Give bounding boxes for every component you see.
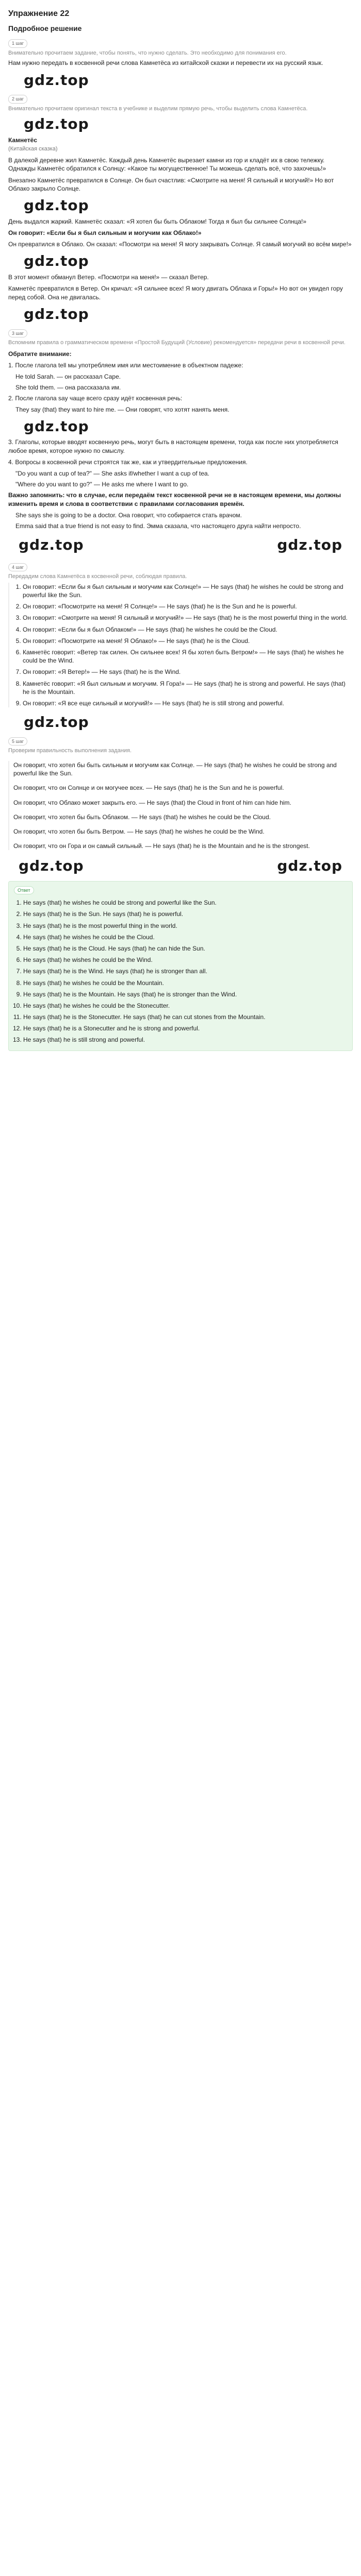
- step-3: [8, 326, 353, 531]
- step-instruction: Внимательно прочитаем задание, чтобы понять, что нужно сделать. Это необходимо для понимания его.: [8, 49, 287, 56]
- final-answer: [8, 881, 353, 1051]
- rule-item: 1. После глагола tell мы употребляем имя или местоимение в объектном падеже:: [8, 361, 243, 369]
- step-label: 2 шаг: [8, 95, 27, 103]
- check-paragraph: Он говорит, что Облако может закрыть его. — He says (that) the Cloud in front of him can hide him.: [13, 799, 291, 806]
- source-subtitle: (Китайская сказка): [8, 146, 58, 152]
- step-label: 1 шаг: [8, 39, 27, 47]
- check-paragraph: Он говорит, что хотел бы быть Ветром. — He says (that) he wishes he could be the Wind.: [13, 827, 265, 835]
- example-line: She says she is going to be a doctor. Она говорит, что собирается стать врачом.: [15, 511, 242, 519]
- rules-box: [8, 350, 353, 531]
- step-instruction: Вспомним правила о грамматическом времени «Простой Будущий (Условие) рекомендуется» передачи речи в косвенной речи.: [8, 339, 346, 346]
- answer-item: 4. He says (that) he wishes he could be the Cloud.: [23, 933, 347, 941]
- rule-item: 2. После глагола say чаще всего сразу идёт косвенная речь:: [8, 395, 183, 402]
- example-line: "Do you want a cup of tea?" — She asks if/whether I want a cup of tea.: [15, 470, 210, 477]
- story-text: [8, 156, 353, 301]
- watermark: gdz.top: [24, 417, 89, 435]
- story-paragraph: Камнетёс превратился в Ветер. Он кричал: «Я сильнее всех! Я могу двигать Облака и Горы!» Но вот он увидел гору перед собой. Она не двигалась.: [8, 285, 343, 301]
- step-instruction: Проверим правильность выполнения задания.: [8, 748, 132, 754]
- solution-page: [0, 0, 361, 1051]
- list-item: 9. Он говорит: «Я все еще сильный и могучий!» — He says (that) he is still strong and powerful.: [23, 699, 353, 707]
- example-line: She told them. — она рассказала им.: [15, 384, 121, 392]
- step-5-text: [8, 761, 353, 850]
- source-title: Камнетёс: [8, 137, 38, 144]
- step-text: Нам нужно передать в косвенной речи слова Камнетёса из китайской сказки и перевести их на русский язык.: [8, 59, 323, 67]
- story-paragraph: В далекой деревне жил Камнетёс. Каждый день Камнетёс вырезает камни из гор и кладёт их в свою тележку. Однажды Камнетёс обратился к Солнцу: «Какое ты могущественное! Ты можешь сделать всё, что захочешь!»: [8, 157, 326, 173]
- watermark: gdz.top: [277, 857, 342, 875]
- check-paragraph: Он говорит, что он Гора и он самый сильный. — He says (that) he is the Mountain and he is the strongest.: [13, 842, 310, 850]
- watermark: gdz.top: [19, 857, 84, 875]
- list-item: 8. Камнетёс говорит: «Я был сильным и могучим. Я Гора!» — He says (that) he is strong and powerful. He says (that) he is the Mountain.: [23, 680, 353, 696]
- story-paragraph: Он говорит: «Если бы я был сильным и могучим как Облако!»: [8, 229, 202, 236]
- check-paragraph: Он говорит, что он Солнце и он могучее всех. — He says (that) he is the Sun and he is powerful.: [13, 784, 284, 792]
- answer-item: 11. He says (that) he is the Stonecutter. He says (that) he can cut stones from the Mountain.: [23, 1013, 347, 1021]
- list-item: 4. Он говорит: «Если бы я был Облаком!» — He says (that) he wishes he could be the Cloud.: [23, 625, 353, 634]
- example-line: Emma said that a true friend is not easy to find. Эмма сказала, что настоящего друга найти непросто.: [15, 522, 301, 530]
- answer-item: 5. He says (that) he is the Cloud. He says (that) he can hide the Sun.: [23, 944, 347, 953]
- answer-item: 10. He says (that) he wishes he could be the Stonecutter.: [23, 1002, 347, 1010]
- answer-item: 8. He says (that) he wishes he could be the Mountain.: [23, 979, 347, 987]
- list-item: 6. Камнетёс говорит: «Ветер так силен. Он сильнее всех! Я бы хотел быть Ветром!» — He says (that) he wishes he could be the Wind.: [23, 648, 353, 665]
- step-1: [8, 36, 353, 67]
- list-item: 1. Он говорит: «Если бы я был сильным и могучим как Солнце!» — He says (that) he wishes he could be strong and powerful like the Sun.: [23, 583, 353, 599]
- section-title: Подробное решение: [8, 24, 82, 32]
- list-item: 7. Он говорит: «Я Ветер!» — He says (that) he is the Wind.: [23, 668, 353, 676]
- story-paragraph: Внезапно Камнетёс превратился в Солнце. Он был счастлив: «Смотрите на меня! Я сильный и могучий!» Но вот Облако закрыло Солнце.: [8, 176, 334, 192]
- story-paragraph: Он превратился в Облако. Он сказал: «Посмотри на меня! Я могу закрывать Солнце. Я самый могучий во всём мире!»: [8, 241, 352, 248]
- list-item: 3. Он говорит: «Смотрите на меня! Я сильный и могучий!» — He says (that) he is the most powerful thing in the world.: [23, 614, 353, 622]
- rule-item: 4. Вопросы в косвенной речи строятся так же, как и утвердительные предложения.: [8, 458, 248, 466]
- page-title: Упражнение 22: [8, 9, 70, 18]
- answer-item: 6. He says (that) he wishes he could be the Wind.: [23, 956, 347, 964]
- answer-badge: Ответ: [14, 886, 34, 894]
- watermark: gdz.top: [19, 536, 84, 554]
- rule-item: 3. Глаголы, которые вводят косвенную речь, могут быть в настоящем времени, тогда как после них употребляется любое время, которое нужно по смыслу.: [8, 438, 338, 454]
- watermark: gdz.top: [24, 714, 89, 731]
- watermark: gdz.top: [24, 197, 89, 214]
- answer-item: 9. He says (that) he is the Mountain. He says (that) he is stronger than the Wind.: [23, 990, 347, 998]
- watermark: gdz.top: [24, 115, 89, 133]
- answer-item: 13. He says (that) he is still strong and powerful.: [23, 1036, 347, 1044]
- rules-title: Обратите внимание:: [8, 350, 72, 358]
- check-paragraph: Он говорит, что хотел бы быть сильным и могучим как Солнце. — He says (that) he wishes he could be strong and powerful like the Sun.: [13, 761, 337, 777]
- list-item: 2. Он говорит: «Посмотрите на меня! Я Солнце!» — He says (that) he is the Sun and he is powerful.: [23, 602, 353, 611]
- watermark: gdz.top: [277, 536, 342, 554]
- answer-item: 1. He says (that) he wishes he could be strong and powerful like the Sun.: [23, 899, 347, 907]
- watermark-row: [8, 535, 353, 555]
- watermark: gdz.top: [24, 71, 89, 89]
- answer-item: 2. He says (that) he is the Sun. He says (that) he is powerful.: [23, 910, 347, 918]
- example-line: He told Sarah. — он рассказал Саре.: [15, 372, 121, 380]
- watermark-row: [8, 856, 353, 876]
- list-item: 5. Он говорит: «Посмотрите на меня! Я Облако!» — He says (that) he is the Cloud.: [23, 637, 353, 645]
- rule-important: Важно запомнить: что в случае, если передаём текст косвенной речи не в настоящем времени, мы должны изменить время и слова в соответствии с правилами согласования времён.: [8, 492, 341, 507]
- step-label: 5 шаг: [8, 737, 27, 745]
- answer-item: 12. He says (that) he is a Stonecutter and he is strong and powerful.: [23, 1024, 347, 1032]
- step-4: [8, 560, 353, 707]
- step-2: [8, 92, 353, 301]
- answer-item: 7. He says (that) he is the Wind. He says (that) he is stronger than all.: [23, 967, 347, 975]
- watermark: gdz.top: [24, 252, 89, 270]
- step-instruction: Передадим слова Камнетёса в косвенной речи, соблюдая правила.: [8, 573, 187, 580]
- step-label: 4 шаг: [8, 563, 27, 571]
- step-instruction: Внимательно прочитаем оригинал текста в учебнике и выделим прямую речь, чтобы выделить слова Камнетёса.: [8, 105, 308, 112]
- story-paragraph: День выдался жаркий. Камнетёс сказал: «Я хотел бы быть Облаком! Тогда я был бы сильнее Солнца!»: [8, 217, 307, 225]
- step-4-list: [8, 583, 353, 707]
- step-label: 3 шаг: [8, 329, 27, 337]
- answer-item: 3. He says (that) he is the most powerful thing in the world.: [23, 922, 347, 930]
- example-line: "Where do you want to go?" — He asks me where I want to go.: [15, 481, 189, 488]
- story-paragraph: В этот момент обманул Ветер. «Посмотри на меня!» — сказал Ветер.: [8, 274, 209, 281]
- check-paragraph: Он говорит, что хотел бы быть Облаком. — He says (that) he wishes he could be the Cloud.: [13, 813, 271, 821]
- step-5: [8, 734, 353, 850]
- example-line: They say (that) they want to hire me. — Они говорят, что хотят нанять меня.: [15, 406, 229, 414]
- watermark: gdz.top: [24, 305, 89, 323]
